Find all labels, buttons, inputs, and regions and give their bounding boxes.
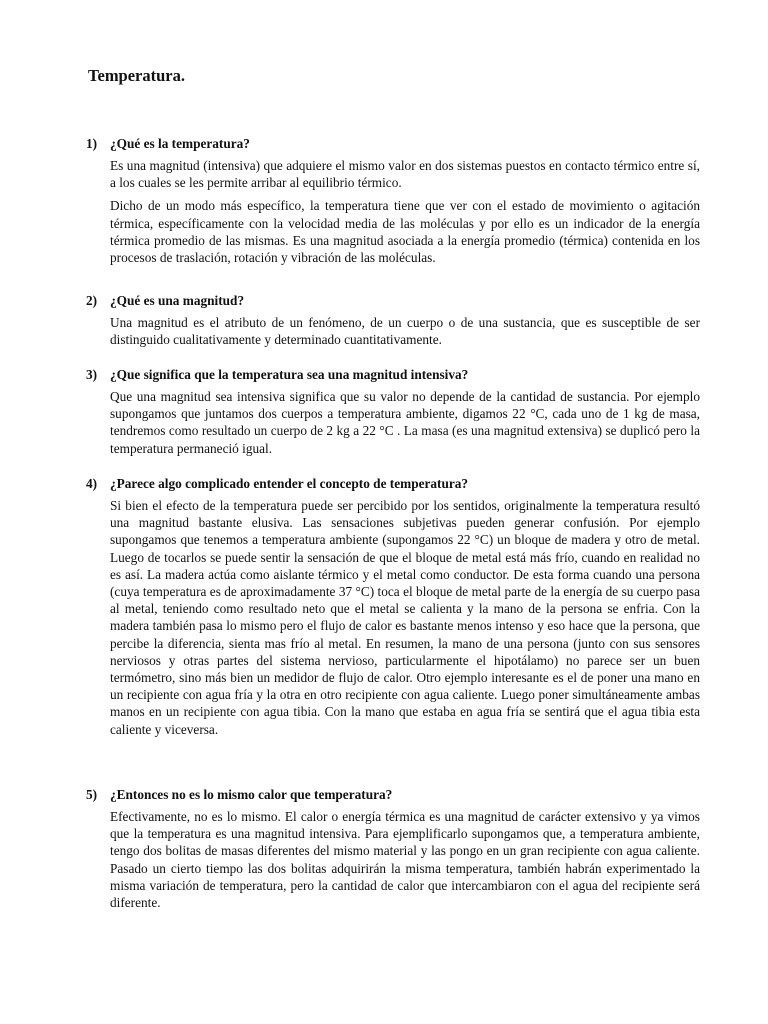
question-number: 1) [86, 136, 98, 151]
question-number: 4) [86, 476, 98, 491]
question-number: 3) [86, 367, 98, 382]
answer-paragraph: Si bien el efecto de la temperatura puede ser percibido por los sentidos, originalmente la temperatura resultó una magnitud bastante elusiva. Las sensaciones subjetivas pueden generar confusión. Por ejemplo supongamos que tenemos a temperatura ambiente (supongamos 22 °C) un bloque de madera y otro de metal. Luego de tocarlos se puede sentir la sensación de que el bloque de metal está más frío, cuando en realidad no es así. La madera actúa como aislante térmico y el metal como conductor. De esta forma cuando una persona (cuya temperatura es de aproximadamente 37 °C) toca el bloque de metal parte de la energía de su cuerpo pasa al metal, teniendo como resultado neto que el metal se calienta y la mano de la persona se enfria. Con la madera también pasa lo mismo pero el flujo de calor es bastante menos intenso y eso hace que la persona, que percibe la diferencia, sienta mas frío al metal. En resumen, la mano de una persona (junto con sus sensores nerviosos y otras partes del sistema nervioso, particularmente el hipotálamo) no parece ser un buen termómetro, sino más bien un medidor de flujo de calor. Otro ejemplo interesante es el de poner una mano en un recipiente con agua fría y la otra en otro recipiente con agua caliente. Luego poner simultáneamente ambas manos en un recipiente con agua tibia. Con la mano que estaba en agua fría se sentirá que el agua tibia esta caliente y viceversa. [110, 498, 700, 737]
question-heading [86, 135, 700, 152]
question-text: ¿Entonces no es lo mismo calor que temperatura? [110, 787, 393, 802]
question-heading [86, 366, 700, 383]
section-2 [86, 292, 700, 348]
question-text: ¿Que significa que la temperatura sea una magnitud intensiva? [110, 367, 469, 382]
section-3 [86, 366, 700, 457]
answer-paragraph: Una magnitud es el atributo de un fenómeno, de un cuerpo o de una sustancia, que es susceptible de ser distinguido cualitativamente y determinado cuantitativamente. [110, 315, 700, 348]
question-heading [86, 475, 700, 492]
question-number: 5) [86, 787, 98, 802]
question-number: 2) [86, 293, 98, 308]
answer-paragraph: Es una magnitud (intensiva) que adquiere el mismo valor en dos sistemas puestos en contacto térmico entre sí, a los cuales se les permite arribar al equilibrio térmico. [110, 158, 700, 191]
answer-paragraph: Efectivamente, no es lo mismo. El calor o energía térmica es una magnitud de carácter extensivo y ya vimos que la temperatura es una magnitud intensiva. Para ejemplificarlo supongamos que, a temperatura ambiente, tengo dos bolitas de masas diferentes del mismo material y las pongo en un gran recipiente con agua caliente. Pasado un cierto tiempo las dos bolitas adquirirán la misma temperatura, también habrán experimentado la misma variación de temperatura, pero la cantidad de calor que intercambiaron con el agua del recipiente será diferente. [110, 809, 700, 911]
question-text: ¿Qué es la temperatura? [110, 136, 250, 151]
question-text: ¿Qué es una magnitud? [110, 293, 245, 308]
section-1 [86, 135, 700, 266]
question-heading [86, 292, 700, 309]
question-text: ¿Parece algo complicado entender el concepto de temperatura? [110, 476, 469, 491]
question-heading [86, 786, 700, 803]
section-5 [86, 786, 700, 911]
document-title: Temperatura. [88, 66, 186, 85]
answer-paragraph: Que una magnitud sea intensiva significa que su valor no depende de la cantidad de sustancia. Por ejemplo supongamos que juntamos dos cuerpos a temperatura ambiente, digamos 22 °C, cada uno de 1 kg de masa, tendremos como resultado un cuerpo de 2 kg a 22 °C . La masa (es una magnitud extensiva) se duplicó pero la temperatura permaneció igual. [110, 389, 700, 456]
answer-paragraph: Dicho de un modo más específico, la temperatura tiene que ver con el estado de movimiento o agitación térmica, específicamente con la velocidad media de las moléculas y por ello es un indicador de la energía térmica promedio de las mismas. Es una magnitud asociada a la energía promedio (térmica) contenida en los procesos de traslación, rotación y vibración de las moléculas. [110, 198, 700, 266]
section-4 [86, 475, 700, 738]
